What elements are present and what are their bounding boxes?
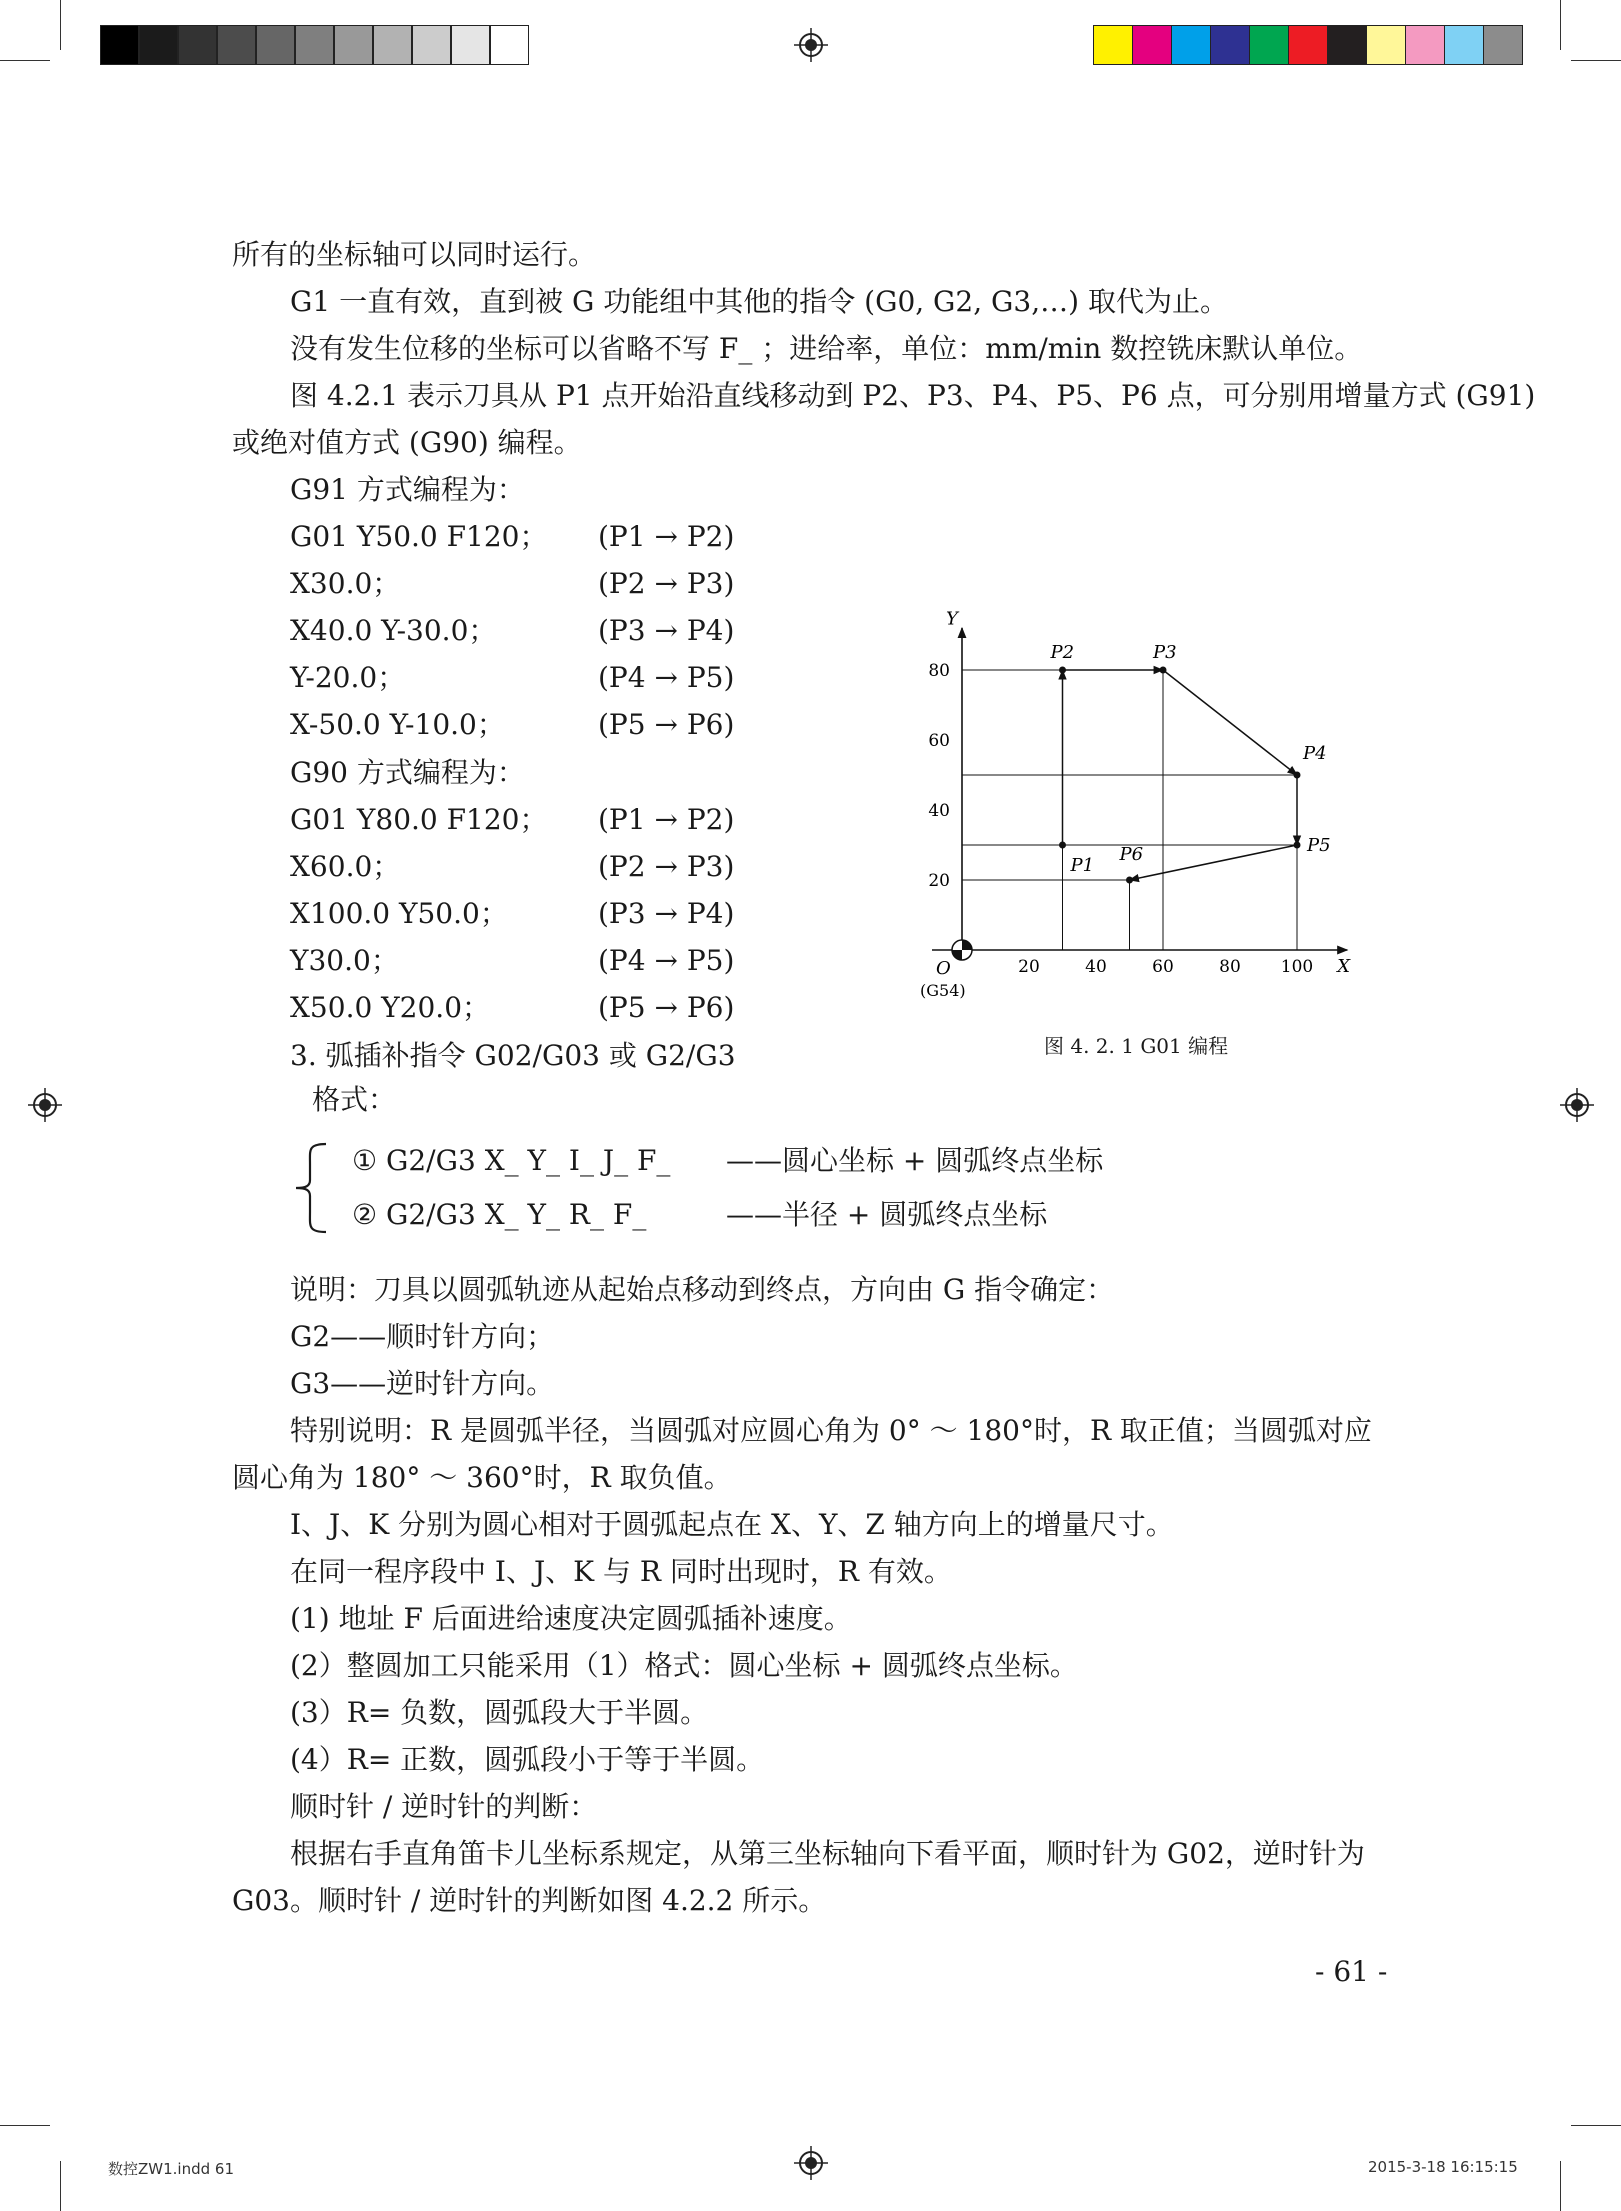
body-line: G03。顺时针 / 逆时针的判断如图 4.2.2 所示。 — [232, 1884, 827, 1917]
program-code: X100.0 Y50.0； — [290, 897, 508, 930]
registration-mark-icon — [794, 28, 828, 62]
point-label: P1 — [1070, 855, 1095, 876]
color-swatch — [1405, 25, 1445, 65]
gray-swatch — [139, 25, 178, 65]
path-segment — [1130, 845, 1298, 880]
gray-swatch — [178, 25, 217, 65]
crop-mark — [0, 60, 50, 61]
point-label: P2 — [1050, 642, 1075, 663]
program-code: X-50.0 Y-10.0； — [290, 708, 505, 741]
body-line: (3）R= 负数，圆弧段大于半圆。 — [290, 1696, 709, 1729]
origin-symbol-icon — [962, 940, 972, 950]
crop-mark — [1560, 2161, 1561, 2211]
gray-swatch — [256, 25, 295, 65]
program-code: Y30.0； — [290, 944, 399, 977]
color-swatch — [1093, 25, 1133, 65]
point-marker — [1059, 842, 1066, 849]
left-brace-icon — [290, 1140, 330, 1236]
program-comment: (P4 → P5) — [598, 661, 735, 694]
body-line: 在同一程序段中 I、J、K 与 R 同时出现时，R 有效。 — [290, 1555, 952, 1588]
program-comment: (P1 → P2) — [598, 803, 735, 836]
gray-color-bar — [100, 25, 530, 65]
format-code: ① G2/G3 X_ Y_ I_ J_ F_ — [352, 1144, 671, 1177]
color-swatch — [1210, 25, 1250, 65]
body-line: 圆心角为 180° ～ 360°时，R 取负值。 — [232, 1461, 732, 1494]
program-code: X30.0； — [290, 567, 401, 600]
program-code: G01 Y80.0 F120； — [290, 803, 548, 836]
color-swatch — [1249, 25, 1289, 65]
crop-mark — [1571, 60, 1621, 61]
g91-heading: G91 方式编程为： — [290, 473, 525, 506]
x-tick-label: 20 — [1018, 957, 1040, 977]
program-code: X40.0 Y-30.0； — [290, 614, 497, 647]
x-tick-label: 100 — [1280, 957, 1314, 977]
figure-caption: 图 4. 2. 1 G01 编程 — [1044, 1034, 1229, 1058]
program-comment: (P4 → P5) — [598, 944, 735, 977]
format-desc: ——半径 + 圆弧终点坐标 — [726, 1198, 1048, 1231]
crop-mark — [1560, 0, 1561, 50]
crop-mark — [60, 2161, 61, 2211]
format-code: ② G2/G3 X_ Y_ R_ F_ — [352, 1198, 647, 1231]
g90-heading: G90 方式编程为： — [290, 756, 525, 789]
gray-swatch — [295, 25, 334, 65]
body-line: 特别说明：R 是圆弧半径，当圆弧对应圆心角为 0° ～ 180°时，R 取正值；当圆弧对应 — [290, 1414, 1372, 1447]
y-tick-label: 80 — [928, 661, 950, 681]
y-tick-label: 60 — [928, 731, 950, 751]
origin-sub-label: (G54) — [920, 981, 966, 1000]
color-swatch — [1288, 25, 1328, 65]
gray-swatch — [373, 25, 412, 65]
x-tick-label: 40 — [1085, 957, 1107, 977]
point-marker — [1294, 772, 1301, 779]
program-comment: (P2 → P3) — [598, 567, 735, 600]
point-label: P4 — [1303, 743, 1327, 764]
paragraph: 没有发生位移的坐标可以省略不写 F_ ；进给率，单位：mm/min 数控铣床默认单位。 — [290, 332, 1363, 365]
body-line: (1) 地址 F 后面进给速度决定圆弧插补速度。 — [290, 1602, 852, 1635]
registration-mark-icon — [1560, 1088, 1594, 1122]
x-axis-label: X — [1337, 956, 1351, 977]
program-comment: (P5 → P6) — [598, 991, 735, 1024]
path-segment — [1163, 670, 1297, 775]
body-line: G3——逆时针方向。 — [290, 1367, 555, 1400]
program-comment: (P1 → P2) — [598, 520, 735, 553]
gray-swatch — [334, 25, 373, 65]
program-code: X50.0 Y20.0； — [290, 991, 491, 1024]
body-line: 顺时针 / 逆时针的判断： — [290, 1790, 598, 1823]
gray-swatch — [217, 25, 256, 65]
color-swatch — [1366, 25, 1406, 65]
body-line: 根据右手直角笛卡儿坐标系规定，从第三坐标轴向下看平面，顺时针为 G02，逆时针为 — [290, 1837, 1365, 1870]
cmyk-color-bar — [1093, 25, 1523, 65]
page-number: - 61 - — [1315, 1955, 1388, 1988]
gray-swatch — [451, 25, 490, 65]
point-label: P3 — [1153, 642, 1177, 663]
program-code: G01 Y50.0 F120； — [290, 520, 548, 553]
format-label: 格式： — [312, 1083, 397, 1116]
registration-mark-icon — [28, 1088, 62, 1122]
color-swatch — [1444, 25, 1484, 65]
color-swatch — [1483, 25, 1523, 65]
registration-mark-icon — [794, 2146, 828, 2180]
footer-file-info: 数控ZW1.indd 61 — [108, 2160, 234, 2178]
program-code: X60.0； — [290, 850, 401, 883]
gray-swatch — [490, 25, 529, 65]
footer-timestamp: 2015-3-18 16:15:15 — [1368, 2158, 1518, 2176]
y-tick-label: 40 — [928, 801, 950, 821]
program-comment: (P3 → P4) — [598, 897, 735, 930]
paragraph: 或绝对值方式 (G90) 编程。 — [232, 426, 582, 459]
point-label: P5 — [1307, 835, 1331, 856]
paragraph: G1 一直有效，直到被 G 功能组中其他的指令 (G0, G2, G3,…) 取代为止。 — [290, 285, 1228, 318]
x-tick-label: 60 — [1152, 957, 1174, 977]
crop-mark — [0, 2125, 50, 2126]
g01-programming-figure — [900, 610, 1400, 1080]
origin-label: O — [936, 958, 951, 979]
paragraph: 所有的坐标轴可以同时运行。 — [232, 238, 597, 271]
paragraph: 图 4.2.1 表示刀具从 P1 点开始沿直线移动到 P2、P3、P4、P5、P6 点，可分别用增量方式 (G91) — [290, 379, 1536, 412]
color-swatch — [1132, 25, 1172, 65]
gray-swatch — [412, 25, 451, 65]
body-line: G2——顺时针方向； — [290, 1320, 555, 1353]
point-marker — [1160, 667, 1167, 674]
point-marker — [1059, 667, 1066, 674]
body-line: (2）整圆加工只能采用（1）格式：圆心坐标 + 圆弧终点坐标。 — [290, 1649, 1078, 1682]
program-comment: (P3 → P4) — [598, 614, 735, 647]
origin-symbol-icon — [952, 950, 962, 960]
crop-mark — [60, 0, 61, 50]
body-line: I、J、K 分别为圆心相对于圆弧起点在 X、Y、Z 轴方向上的增量尺寸。 — [290, 1508, 1174, 1541]
program-comment: (P5 → P6) — [598, 708, 735, 741]
crop-mark — [1571, 2125, 1621, 2126]
point-marker — [1294, 842, 1301, 849]
x-tick-label: 80 — [1219, 957, 1241, 977]
y-axis-label: Y — [946, 610, 958, 630]
point-marker — [1126, 877, 1133, 884]
body-line: 说明：刀具以圆弧轨迹从起始点移动到终点，方向由 G 指令确定： — [290, 1273, 1115, 1306]
program-code: Y-20.0； — [290, 661, 406, 694]
program-comment: (P2 → P3) — [598, 850, 735, 883]
gray-swatch — [100, 25, 139, 65]
color-swatch — [1327, 25, 1367, 65]
body-line: (4）R= 正数，圆弧段小于等于半圆。 — [290, 1743, 765, 1776]
point-label: P6 — [1119, 844, 1144, 865]
y-tick-label: 20 — [928, 871, 950, 891]
section-heading: 3. 弧插补指令 G02/G03 或 G2/G3 — [290, 1039, 736, 1072]
format-desc: ——圆心坐标 + 圆弧终点坐标 — [726, 1144, 1104, 1177]
color-swatch — [1171, 25, 1211, 65]
